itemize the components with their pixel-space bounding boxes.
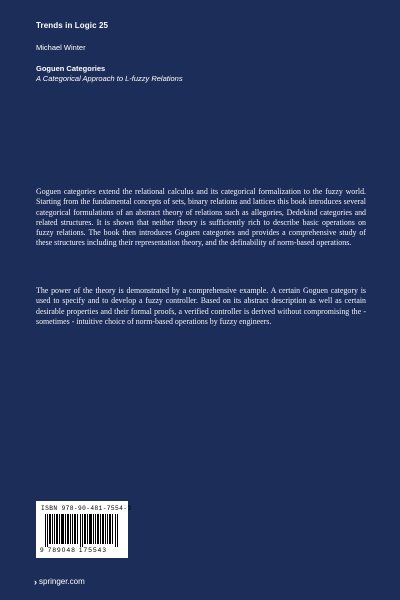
blurb-paragraph-2: The power of the theory is demonstrated by a comprehensive example. A certain Goguen category is used to specify and to develop a fuzzy controller. Based on its abstract description as well as certain desirable properties and their formal proofs, a verified controller is derived without compromising the - sometimes - intuitive choice of norm-based operations by fuzzy engineers. (36, 286, 366, 326)
publisher-url: springer.com (39, 577, 85, 586)
barcode-block (36, 501, 132, 558)
author-name: Michael Winter (36, 43, 86, 52)
ean-number: 9 789048 175543 (40, 547, 108, 554)
isbn-number: ISBN 978-90-481-7554-3 (41, 505, 132, 512)
blurb-paragraph-1: Goguen categories extend the relational calculus and its categorical formalization to the fuzzy world. Starting from the fundamental concepts of sets, binary relations and lattices this book introduces several categorical formulations of an abstract theory of relations such as allegories, Dedekind categories and related structures. It is shown that neither theory is sufficiently rich to describe basic operations on fuzzy relations. The book then introduces Goguen categories and provides a comprehensive study of these structures including their representation theory, and the definability of norm-based operations. (36, 187, 366, 248)
publisher-link[interactable] (34, 577, 85, 586)
chevron-right-icon: › (34, 576, 37, 587)
book-title: Goguen Categories (36, 64, 106, 73)
book-subtitle: A Categorical Approach to L-fuzzy Relations (36, 74, 183, 83)
series-label: Trends in Logic 25 (36, 21, 109, 30)
barcode-image (45, 514, 119, 547)
